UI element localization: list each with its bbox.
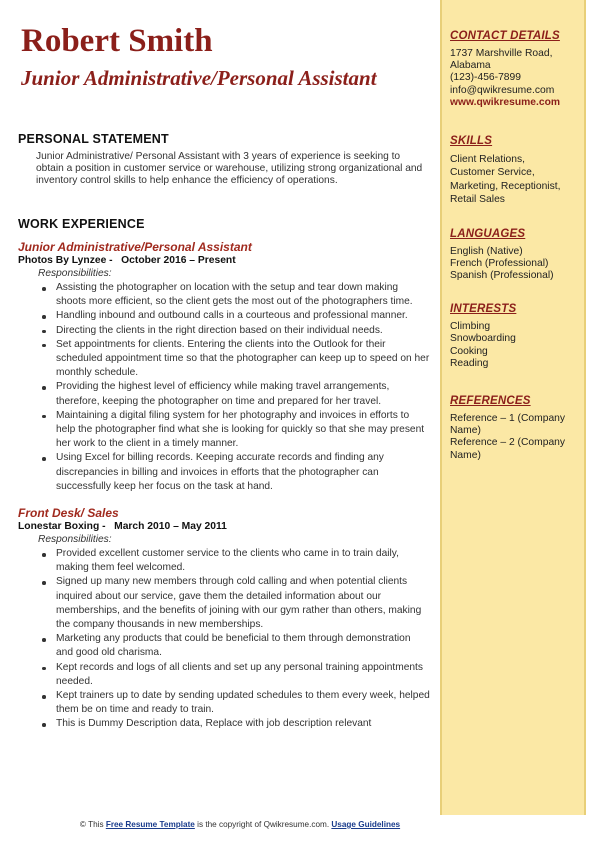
responsibilities-label: Responsibilities: <box>38 534 112 546</box>
responsibilities-label: Responsibilities: <box>38 268 112 279</box>
list-item: Set appointments for clients. Entering the clients into the Outlook for their scheduled appointment time so that the photographer can keep up to speed on her monthly schedule. <box>56 338 430 381</box>
references-heading: REFERENCES <box>450 395 531 408</box>
list-item: Directing the clients in the right direction based on their individual needs. <box>56 324 430 338</box>
job-entry <box>18 240 430 494</box>
interest-line: Cooking <box>450 345 488 357</box>
email-address[interactable]: info@qwikresume.com <box>450 84 555 96</box>
list-item: Signed up many new members through cold calling and when potential clients inquired about our service, gave them the detailed information about our memberships, and the benefits of joining with our gym rather than others, making the company thousands in new memberships. <box>56 575 430 632</box>
skill-line: Customer Service, <box>450 167 535 179</box>
job-company-dates: Lonestar Boxing - March 2010 – May 2011 <box>18 521 227 533</box>
skills-section <box>450 135 576 207</box>
list-item: Using Excel for billing records. Keeping accurate records and finding any discrepancies in billing and invoices in efforts that the photographer can successfully keep her focus on the task at hand. <box>56 451 430 494</box>
language-line: French (Professional) <box>450 257 549 269</box>
interest-line: Reading <box>450 357 489 369</box>
usage-guidelines-link[interactable]: Usage Guidelines <box>331 820 401 829</box>
skill-line: Retail Sales <box>450 194 505 206</box>
list-item: Marketing any products that could be beneficial to them through demonstration and good old charisma. <box>56 632 430 660</box>
job-title: Junior Administrative/Personal Assistant <box>18 240 252 254</box>
reference-line: Reference – 2 (Company Name) <box>450 437 566 461</box>
references-section <box>450 395 576 462</box>
personal-statement-section <box>18 132 430 187</box>
footer <box>0 820 480 829</box>
language-line: English (Native) <box>450 245 523 257</box>
interest-line: Climbing <box>450 321 491 333</box>
list-item: Assisting the photographer on location with the setup and tear down making shoots more efficient, so the client gets the most out of the photographers time. <box>56 281 430 309</box>
phone-number: (123)-456-7899 <box>450 72 521 84</box>
work-experience-section <box>18 217 430 732</box>
languages-heading: LANGUAGES <box>450 227 526 240</box>
candidate-name: Robert Smith <box>21 23 213 59</box>
contact-details-section <box>450 30 576 109</box>
address-line: Alabama <box>450 60 491 72</box>
responsibilities-list <box>18 547 430 732</box>
list-item: Provided excellent customer service to the clients who came in to train daily, making them feel welcomed. <box>56 547 430 575</box>
language-line: Spanish (Professional) <box>450 270 554 282</box>
contact-details-heading: CONTACT DETAILS <box>450 30 560 42</box>
sidebar <box>440 0 586 815</box>
skill-line: Client Relations, <box>450 154 525 166</box>
list-item: Providing the highest level of efficiency while making travel arrangements, therefore, keeping the photographer on time and prepared for her travel. <box>56 380 430 408</box>
languages-section <box>450 228 576 283</box>
personal-statement-heading: PERSONAL STATEMENT <box>18 132 169 146</box>
address-line: 1737 Marshville Road, <box>450 48 553 59</box>
main-column <box>18 22 428 91</box>
job-entry <box>18 506 430 732</box>
interests-heading: INTERESTS <box>450 303 517 316</box>
list-item: Kept records and logs of all clients and set up any personal training appointments needed. <box>56 661 430 689</box>
work-experience-heading: WORK EXPERIENCE <box>18 217 145 231</box>
list-item: Kept trainers up to date by sending updated schedules to them every week, helped them be on time and ready to train. <box>56 689 430 717</box>
interests-section <box>450 303 576 370</box>
free-resume-template-link[interactable]: Free Resume Template <box>105 820 195 829</box>
list-item: This is Dummy Description data, Replace with job description relevant <box>56 717 430 731</box>
footer-prefix: © This <box>79 820 106 829</box>
list-item: Maintaining a digital filing system for her photography and invoices in efforts to help the photographer find what she is looking for quickly so that she may present her work to the client in a timely manner. <box>56 409 430 452</box>
reference-line: Reference – 1 (Company Name) <box>450 413 566 437</box>
job-title: Front Desk/ Sales <box>18 506 119 521</box>
list-item: Handling inbound and outbound calls in a courteous and professional manner. <box>56 309 430 323</box>
job-company-dates: Photos By Lynzee - October 2016 – Present <box>18 255 236 266</box>
candidate-title: Junior Administrative/Personal Assistant <box>21 66 377 90</box>
responsibilities-list <box>18 281 430 494</box>
website-link[interactable]: www.qwikresume.com <box>450 96 561 108</box>
personal-statement-text: Junior Administrative/ Personal Assistant with 3 years of experience is seeking to obtain a position in customer service or warehouse, utilizing strong organizational and inventory control skills to help enhance the efficiency of operations. <box>36 151 423 186</box>
skill-line: Marketing, Receptionist, <box>450 180 561 192</box>
interest-line: Snowboarding <box>450 333 516 345</box>
skills-heading: SKILLS <box>450 135 493 148</box>
footer-copyright-text: is the copyright of Qwikresume.com. <box>194 820 332 829</box>
